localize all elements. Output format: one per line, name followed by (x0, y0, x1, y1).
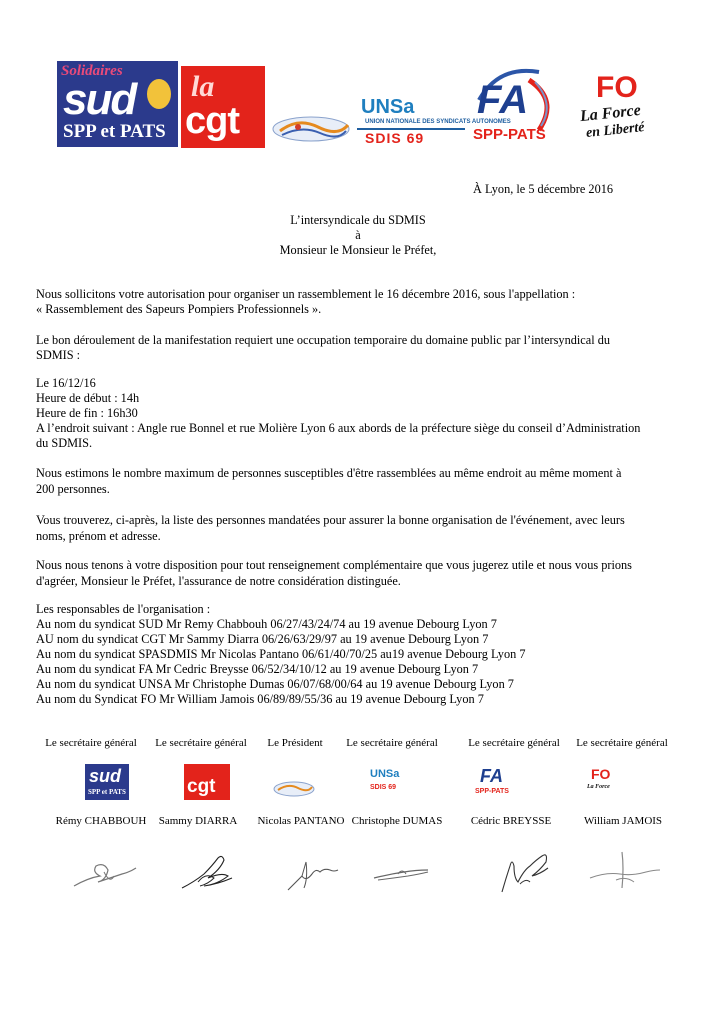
responsable-line: Au nom du syndicat SPASDMIS Mr Nicolas Pantano 06/61/40/70/25 au19 avenue Debourg Lyon 7 (36, 647, 526, 661)
letter-recipient: Monsieur le Monsieur le Préfet, (279, 243, 437, 257)
unsa-logo-line1: UNSa (361, 96, 415, 118)
cgt-logo (181, 66, 265, 148)
responsable-line: Au nom du Syndicat FO Mr William Jamois 06/89/89/55/36 au 19 avenue Debourg Lyon 7 (36, 692, 484, 706)
unsa-small-logo-text: UNSa (370, 768, 400, 780)
letter-to-word: à (355, 228, 361, 242)
signatory-name: Rémy CHABBOUH (55, 815, 147, 827)
paragraph-estimate-line2: 200 personnes. (36, 482, 110, 496)
sud-logo-line3: SPP et PATS (63, 121, 166, 142)
responsables-title: Les responsables de l'organisation : (36, 602, 211, 616)
cgt-small-logo (184, 764, 230, 800)
spasdmis-emblem-icon (268, 113, 354, 145)
unsa-logo-line2: UNION NATIONALE DES SYNDICATS AUTONOMES (365, 119, 511, 125)
paragraph-closing-line2: d'agréer, Monsieur le Préfet, l'assurance de notre considération distinguée. (36, 574, 401, 588)
paragraph-occupation-line1: Le bon déroulement de la manifestation requiert une occupation temporaire du domaine public par l’intersyndical du (36, 333, 610, 347)
fo-logo (576, 71, 660, 147)
unsa-divider (357, 128, 465, 130)
fo-small-logo (585, 764, 621, 800)
signature-diarra (178, 848, 242, 898)
sud-small-logo (85, 764, 129, 800)
fa-small-logo-text: FA (480, 766, 504, 786)
spasdmis-small-logo (272, 780, 316, 798)
paragraph-request-line2: « Rassemblement des Sapeurs Pompiers Professionnels ». (36, 302, 322, 316)
signature-dumas (370, 848, 432, 898)
sud-helmet-icon (147, 79, 171, 109)
event-start-time: Heure de début : 14h (36, 391, 140, 405)
signatory-title: Le secrétaire général (45, 737, 137, 749)
signature-chabbouh (70, 848, 142, 898)
sud-small-logo-sub: SPP et PATS (88, 788, 126, 796)
paragraph-estimate-line1: Nous estimons le nombre maximum de personnes susceptibles d'être rassemblées au même endroit au même moment à (36, 466, 622, 480)
responsable-line: Au nom du syndicat SUD Mr Remy Chabbouh 06/27/43/24/74 au 19 avenue Debourg Lyon 7 (36, 617, 497, 631)
responsable-line: Au nom du syndicat FA Mr Cedric Breysse 06/52/34/10/12 au 19 avenue Debourg Lyon 7 (36, 662, 479, 676)
paragraph-list-line2: noms, prénom et adresse. (36, 529, 161, 543)
unsa-small-logo-sub: SDIS 69 (370, 784, 397, 791)
letter-date: À Lyon, le 5 décembre 2016 (473, 182, 614, 196)
cgt-logo-line1: la (191, 70, 215, 103)
fo-logo-line3: en Liberté (585, 119, 646, 142)
spasdmis-logo (268, 113, 354, 145)
signature-pantano (284, 848, 340, 898)
signatory-name: Sammy DIARRA (158, 815, 238, 827)
responsable-line: Au nom du syndicat UNSA Mr Christophe Dumas 06/07/68/00/64 au 19 avenue Debourg Lyon 7 (36, 677, 514, 691)
responsable-line: AU nom du syndicat CGT Mr Sammy Diarra 06/26/63/29/97 au 19 avenue Debourg Lyon 7 (36, 632, 489, 646)
fo-logo-line2: La Force (579, 101, 642, 126)
unsa-small-logo (369, 764, 403, 800)
paragraph-occupation-line2: SDMIS : (36, 348, 81, 362)
paragraph-closing-line1: Nous nous tenons à votre disposition pour tout renseignement complémentaire que vous jugerez utile et nous vous prions (36, 558, 632, 572)
signatory-name: Cédric BREYSSE (470, 815, 552, 827)
unsa-logo-line3: SDIS 69 (365, 130, 425, 146)
signatory-title: Le secrétaire général (155, 737, 247, 749)
sud-logo-line1: Solidaires (61, 63, 123, 79)
paragraph-list-line1: Vous trouverez, ci-après, la liste des personnes mandatées pour assurer la bonne organisation de l'événement, avec leurs (36, 513, 625, 527)
sud-small-logo-text: sud (89, 766, 122, 786)
cgt-small-logo-text: cgt (187, 776, 216, 797)
fa-logo-line2: SPP-PATS (473, 126, 546, 143)
signatory-name: Nicolas PANTANO (257, 815, 345, 827)
sud-logo-line2: sud (63, 75, 136, 124)
event-location-line1: A l’endroit suivant : Angle rue Bonnel et rue Molière Lyon 6 aux abords de la préfecture siège du conseil d’Administration (36, 421, 641, 435)
signatory-title: Le secrétaire général (346, 737, 438, 749)
signature-breysse (496, 848, 556, 898)
sud-logo (57, 61, 178, 147)
fo-small-logo-text: FO (591, 766, 611, 782)
fa-small-logo (474, 764, 520, 800)
event-date: Le 16/12/16 (36, 376, 96, 390)
signature-jamois (586, 848, 662, 898)
signatory-title: Le secrétaire général (468, 737, 560, 749)
fo-logo-line1: FO (596, 71, 638, 104)
signatory-name: Christophe DUMAS (351, 815, 443, 827)
event-location-line2: du SDMIS. (36, 436, 93, 450)
signatory-title: Le secrétaire général (576, 737, 668, 749)
fa-logo (469, 60, 567, 148)
signatory-name: William JAMOIS (583, 815, 663, 827)
letter-from: L’intersyndicale du SDMIS (290, 213, 426, 227)
cgt-logo-line2: cgt (185, 100, 239, 142)
fa-logo-line1: FA (477, 78, 529, 122)
signatory-title: Le Président (267, 737, 323, 749)
fa-small-logo-sub: SPP-PATS (475, 788, 509, 795)
fo-small-logo-sub: La Force (587, 784, 610, 790)
event-end-time: Heure de fin : 16h30 (36, 406, 138, 420)
spasdmis-small-icon (272, 780, 316, 798)
paragraph-request-line1: Nous sollicitons votre autorisation pour organiser un rassemblement le 16 décembre 2016, sous l'appellation : (36, 287, 576, 301)
